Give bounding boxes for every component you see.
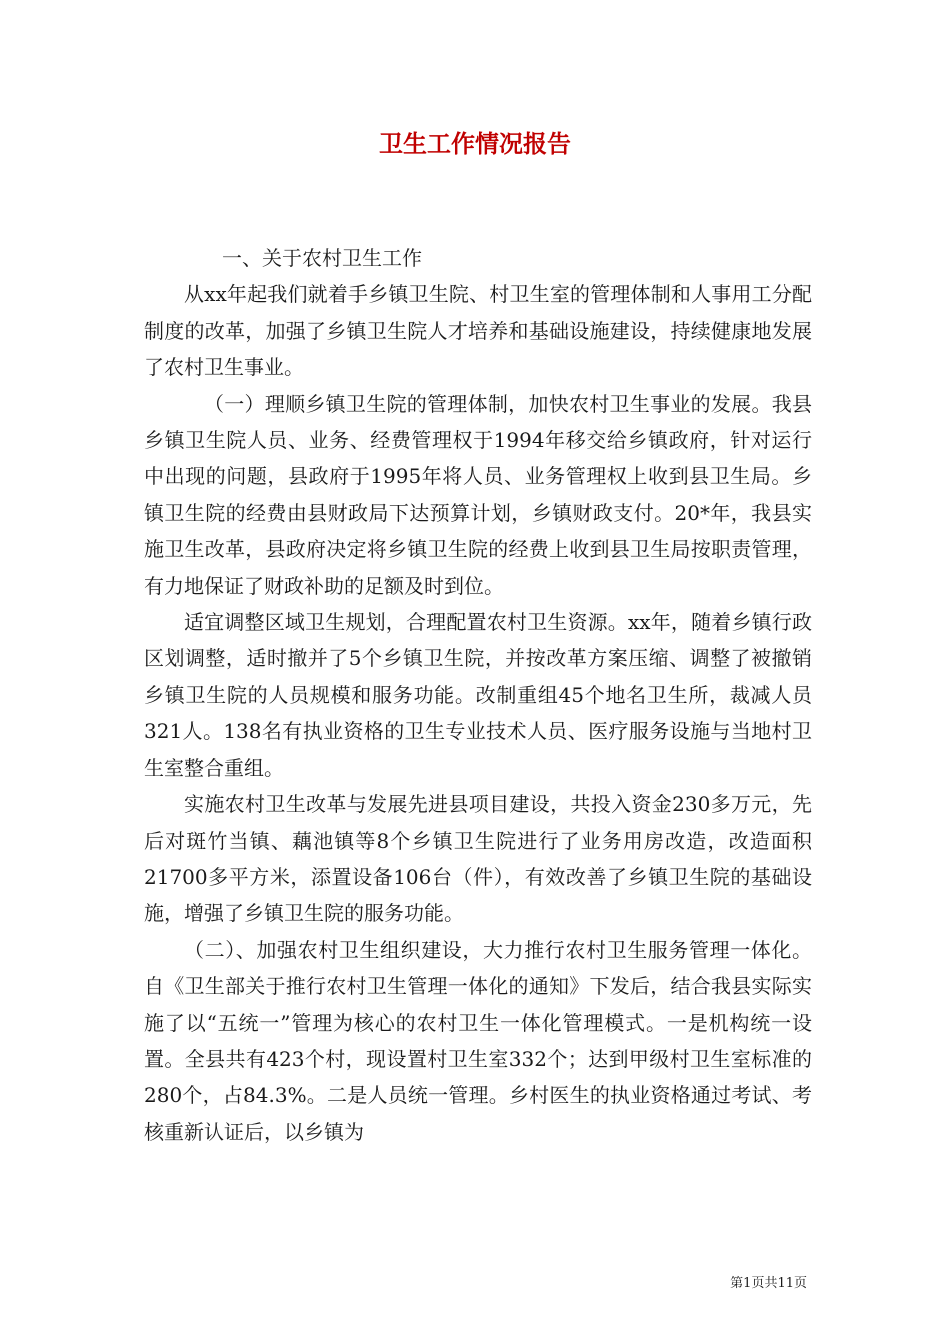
paragraph: 适宜调整区域卫生规划，合理配置农村卫生资源。xx年，随着乡镇行政区划调整，适时撤并了5个乡镇卫生院，并按改革方案压缩、调整了被撤销乡镇卫生院的人员规模和服务功能。改制重组45个地名卫生所，裁减人员321人。138名有执业资格的卫生专业技术人员、医疗服务设施与当地村卫生室整合重组。 <box>144 610 812 780</box>
section-heading: 一、关于农村卫生工作 <box>222 246 422 270</box>
paragraph: 实施农村卫生改革与发展先进县项目建设，共投入资金230多万元，先后对斑竹当镇、藕池镇等8个乡镇卫生院进行了业务用房改造，改造面积21700多平方米，添置设备106台（件），有效改善了乡镇卫生院的基础设施，增强了乡镇卫生院的服务功能。 <box>144 792 812 926</box>
paragraph: （一）理顺乡镇卫生院的管理体制，加快农村卫生事业的发展。我县乡镇卫生院人员、业务、经费管理权于1994年移交给乡镇政府，针对运行中出现的问题，县政府于1995年将人员、业务管理权上收到县卫生局。乡镇卫生院的经费由县财政局下达预算计划，乡镇财政支付。20*年，我县实施卫生改革，县政府决定将乡镇卫生院的经费上收到县卫生局按职责管理，有力地保证了财政补助的足额及时到位。 <box>144 391 812 598</box>
document-title: 卫生工作情况报告 <box>379 129 571 158</box>
paragraph: 从xx年起我们就着手乡镇卫生院、村卫生室的管理体制和人事用工分配制度的改革，加强了乡镇卫生院人才培养和基础设施建设，持续健康地发展了农村卫生事业。 <box>144 282 812 380</box>
page-number-footer: 第1页共11页 <box>730 1276 807 1291</box>
paragraph: （二）、加强农村卫生组织建设，大力推行农村卫生服务管理一体化。自《卫生部关于推行农村卫生管理一体化的通知》下发后，结合我县实际实施了以“五统一”管理为核心的农村卫生一体化管理模式。一是机构统一设置。全县共有423个村，现设置村卫生室332个；达到甲级村卫生室标准的280个，占84.3%。二是人员统一管理。乡村医生的执业资格通过考试、考核重新认证后，以乡镇为 <box>144 937 812 1144</box>
document-body <box>144 240 812 1150</box>
